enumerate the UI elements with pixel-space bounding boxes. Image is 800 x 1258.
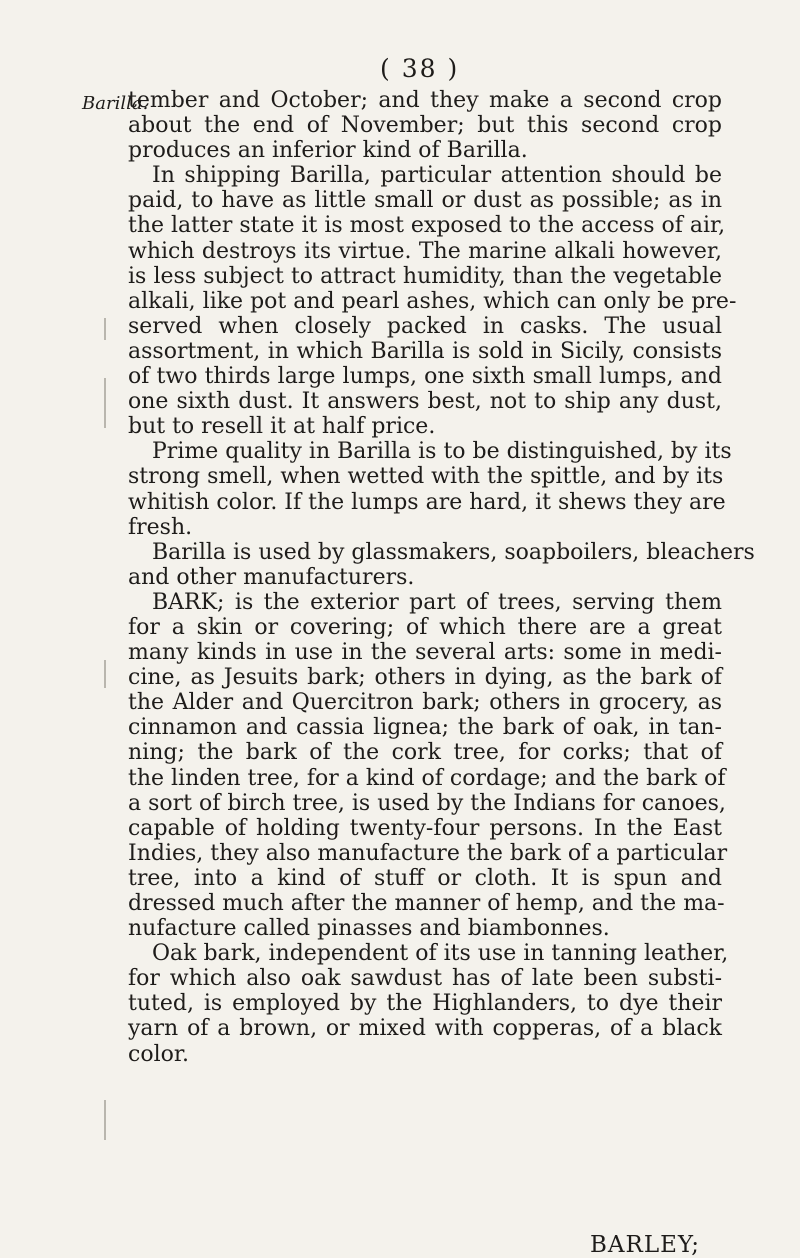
text-line: cinnamon and cassia lignea; the bark of oak, in tan-: [128, 715, 722, 741]
text-line: whitish color. If the lumps are hard, it shews they are: [128, 489, 726, 515]
text-line: capable of holding twenty-four persons. In the East: [128, 815, 722, 841]
text-line: In shipping Barilla, particular attention should be: [152, 163, 722, 189]
text-line: of two thirds large lumps, one sixth small lumps, and: [128, 364, 722, 390]
text-line: cine, as Jesuits bark; others in dying, as the bark of: [128, 665, 722, 691]
text-line: tember and October; and they make a second crop: [128, 88, 722, 113]
text-line: served when closely packed in casks. The usual: [128, 313, 722, 339]
body-text: [128, 88, 755, 1067]
text-line: tree, into a kind of stuff or cloth. It is spun and: [128, 865, 722, 891]
text-line: nufacture called pinasses and biambonnes.: [128, 916, 610, 942]
catchword: BARLEY;: [590, 1232, 700, 1258]
text-line: fresh.: [128, 514, 193, 540]
text-line: tuted, is employed by the Highlanders, to dye their: [128, 991, 722, 1017]
text-line: produces an inferior kind of Barilla.: [128, 138, 528, 164]
text-line: for which also oak sawdust has of late been substi-: [128, 966, 722, 992]
page-number: ( 38 ): [380, 54, 460, 83]
text-line: ning; the bark of the cork tree, for corks; that of: [128, 740, 722, 766]
text-line: a sort of birch tree, is used by the Indians for canoes,: [128, 790, 726, 816]
text-line: Prime quality in Barilla is to be distinguished, by its: [152, 439, 732, 465]
margin-mark: [104, 1100, 106, 1140]
margin-note: Barilla.: [82, 93, 149, 114]
text-line: BARK; is the exterior part of trees, serving them: [152, 589, 722, 615]
text-line: color.: [128, 1041, 189, 1067]
text-line: Oak bark, independent of its use in tanning leather,: [152, 941, 729, 967]
text-line: yarn of a brown, or mixed with copperas, of a black: [128, 1016, 722, 1042]
text-line: about the end of November; but this second crop: [128, 113, 722, 139]
text-line: and other manufacturers.: [128, 564, 415, 590]
text-line: Barilla is used by glassmakers, soapboilers, bleachers: [152, 539, 755, 565]
text-line: dressed much after the manner of hemp, and the ma-: [128, 891, 725, 916]
text-line: which destroys its virtue. The marine alkali however,: [128, 238, 722, 264]
text-line: the linden tree, for a kind of cordage; and the bark of: [128, 765, 726, 791]
text-line: for a skin or covering; of which there are a great: [128, 614, 722, 640]
text-line: strong smell, when wetted with the spittle, and by its: [128, 464, 724, 490]
text-line: many kinds in use in the several arts: some in medi-: [128, 640, 722, 666]
text-line: the latter state it is most exposed to the access of air,: [128, 213, 726, 239]
text-line: one sixth dust. It answers best, not to ship any dust,: [128, 389, 722, 415]
text-line: the Alder and Quercitron bark; others in grocery, as: [128, 690, 722, 716]
text-line: but to resell it at half price.: [128, 414, 436, 440]
text-line: Indies, they also manufacture the bark of a particular: [128, 840, 728, 866]
margin-mark: [104, 378, 106, 428]
margin-mark: [104, 318, 106, 340]
text-line: is less subject to attract humidity, than the vegetable: [128, 263, 722, 289]
text-line: assortment, in which Barilla is sold in Sicily, consists: [128, 338, 722, 364]
text-line: paid, to have as little small or dust as possible; as in: [128, 188, 722, 214]
text-line: alkali, like pot and pearl ashes, which can only be pre-: [128, 288, 737, 314]
margin-mark: [104, 660, 106, 688]
